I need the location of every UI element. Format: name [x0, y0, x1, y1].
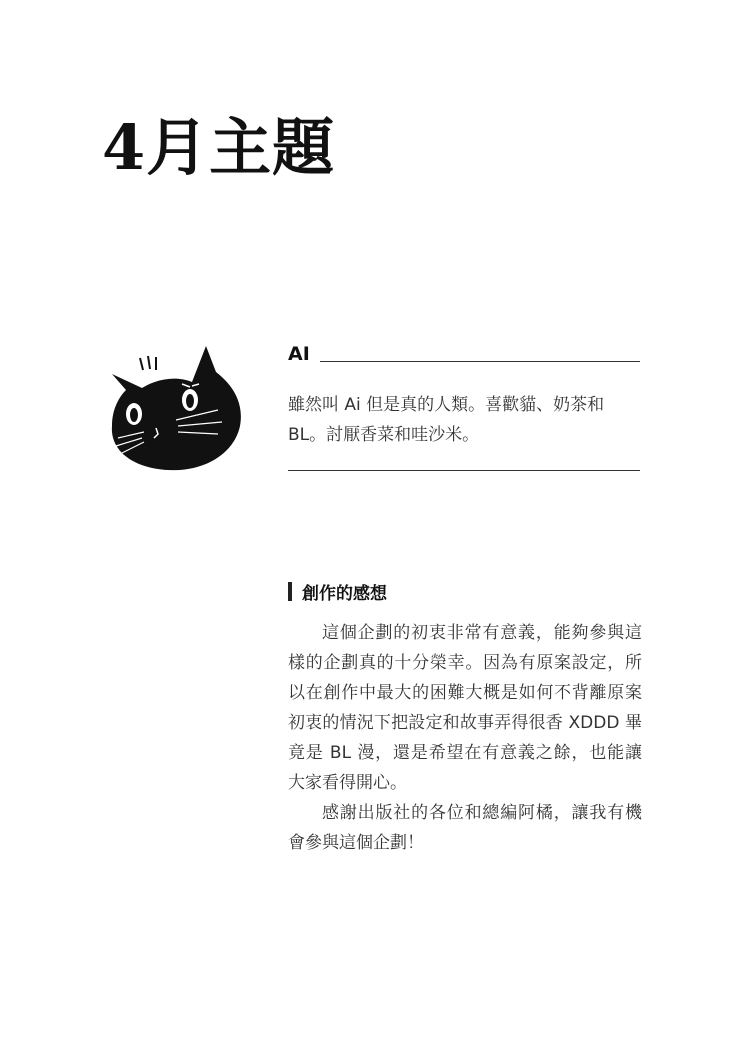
author-divider: [320, 361, 640, 362]
body-paragraph: 這個企劃的初衷非常有意義，能夠參與這樣的企劃真的十分榮幸。因為有原案設定，所以在創作中最大的困難大概是如何不背離原案初衷的情況下把設定和故事弄得很香 XDDD 畢竟是 BL 漫，還是希望在有意義之餘，也能讓大家看得開心。: [288, 623, 642, 793]
bio-divider: [288, 470, 640, 471]
body-paragraph: 感謝出版社的各位和總編阿橘，讓我有機會參與這個企劃！: [288, 803, 642, 853]
author-name: AI: [288, 343, 310, 365]
author-header: [288, 343, 640, 365]
section-title: 創作的感想: [302, 583, 387, 604]
black-cat-head-icon: [106, 342, 246, 478]
section-header: [288, 578, 387, 604]
section-marker: [288, 582, 292, 601]
page-title: 4月主題: [102, 111, 336, 184]
section-body: [288, 618, 642, 858]
author-bio: 雖然叫 Ai 但是真的人類。喜歡貓、奶茶和 BL。討厭香菜和哇沙米。: [288, 395, 605, 445]
